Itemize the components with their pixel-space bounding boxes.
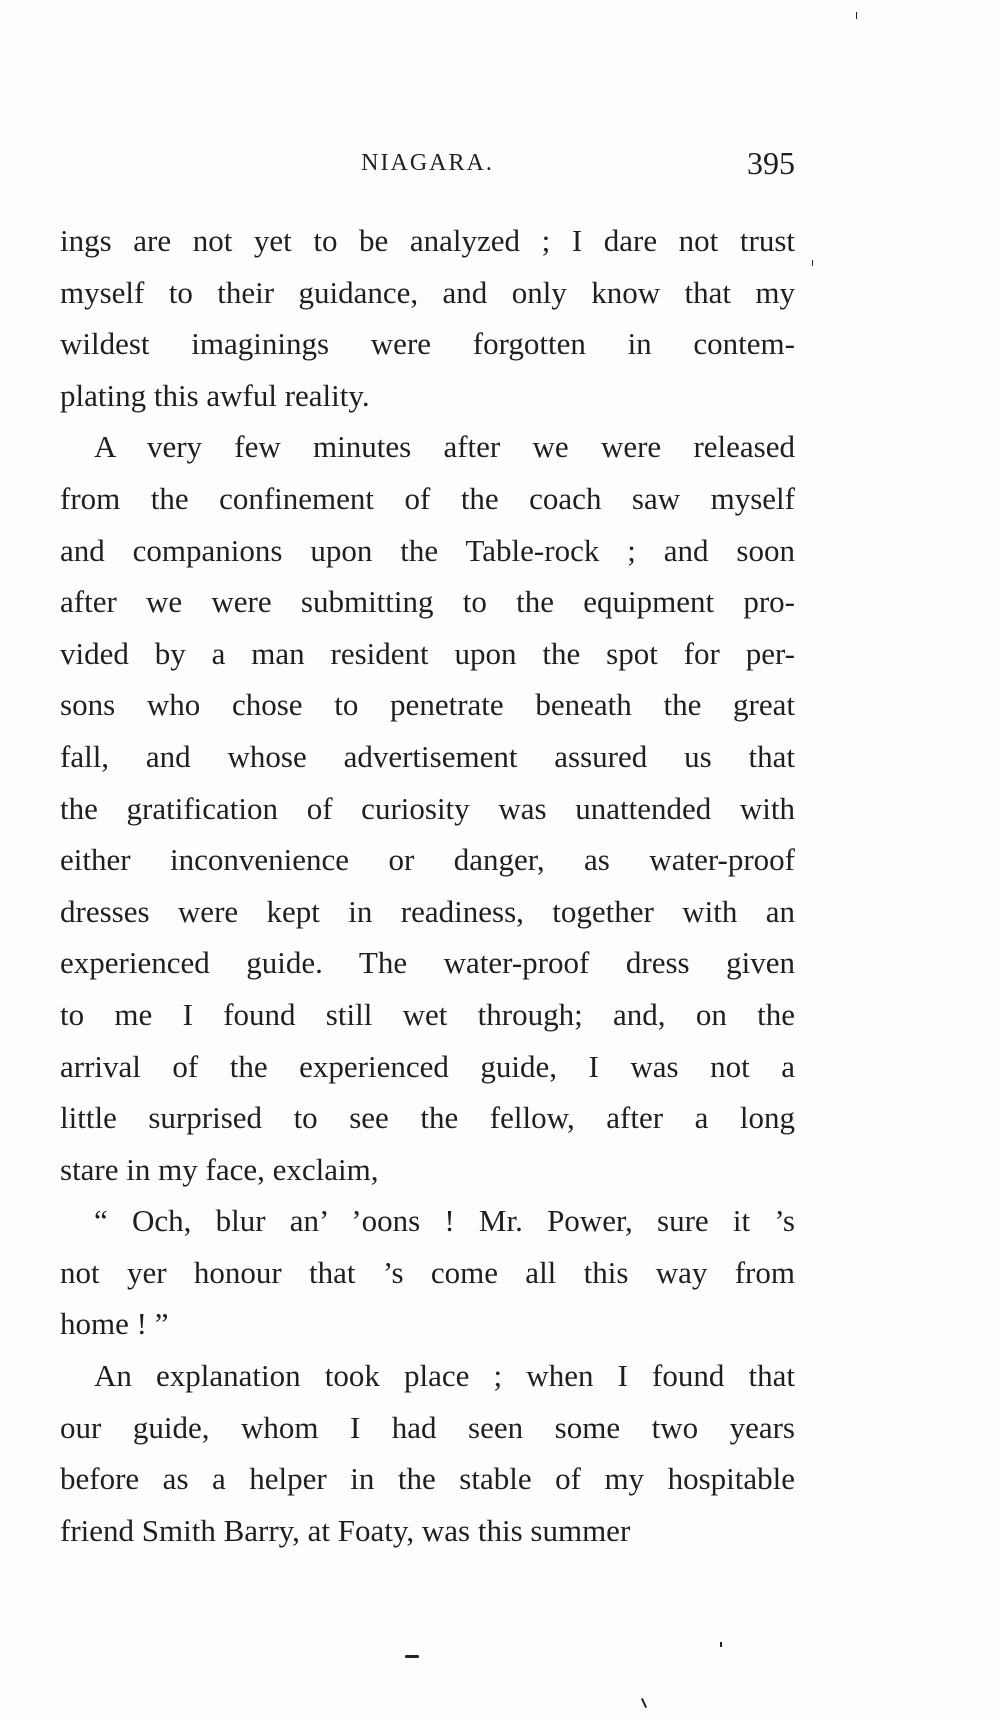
page-number: 395 xyxy=(747,145,795,181)
text-line: to me I found still wet through; and, on the xyxy=(60,996,795,1032)
text-line: our guide, whom I had seen some two years xyxy=(60,1409,795,1445)
text-line: A very few minutes after we were released xyxy=(94,429,795,465)
text-line: after we were submitting to the equipment pro- xyxy=(60,584,795,620)
text-line: wildest imaginings were forgotten in contem- xyxy=(60,326,795,362)
text-line: plating this awful reality. xyxy=(60,377,370,413)
body-text xyxy=(60,215,795,1556)
scan-speck xyxy=(641,1698,647,1708)
text-line: myself to their guidance, and only know that my xyxy=(60,274,795,310)
scan-speck xyxy=(856,12,857,19)
text-line: “ Och, blur an’ ’oons ! Mr. Power, sure it ’s xyxy=(94,1203,795,1239)
text-line: stare in my face, exclaim, xyxy=(60,1151,379,1187)
text-line: friend Smith Barry, at Foaty, was this summer xyxy=(60,1512,631,1548)
text-line: An explanation took place ; when I found that xyxy=(94,1358,795,1394)
text-line: before as a helper in the stable of my hospitable xyxy=(60,1461,795,1497)
text-line: sons who chose to penetrate beneath the great xyxy=(60,687,795,723)
text-line: not yer honour that ’s come all this way from xyxy=(60,1254,795,1290)
text-line: either inconvenience or danger, as water-proof xyxy=(60,842,795,878)
text-line: the gratification of curiosity was unattended with xyxy=(60,790,795,826)
scan-speck xyxy=(405,1655,419,1658)
text-line: dresses were kept in readiness, together with an xyxy=(60,893,795,929)
scan-speck xyxy=(720,1642,722,1647)
text-line: fall, and whose advertisement assured us that xyxy=(60,738,795,774)
text-line: vided by a man resident upon the spot for per- xyxy=(60,635,795,671)
scan-speck xyxy=(812,260,813,266)
text-line: home ! ” xyxy=(60,1306,169,1342)
text-line: ings are not yet to be analyzed ; I dare not trust xyxy=(60,223,795,258)
running-title: NIAGARA. xyxy=(361,150,494,176)
running-head xyxy=(60,145,795,190)
text-line: from the confinement of the coach saw myself xyxy=(60,480,795,516)
text-line: experienced guide. The water-proof dress given xyxy=(60,945,795,981)
text-line: arrival of the experienced guide, I was not a xyxy=(60,1048,795,1084)
text-line: and companions upon the Table-rock ; and soon xyxy=(60,532,795,568)
text-line: little surprised to see the fellow, after a long xyxy=(60,1100,795,1136)
